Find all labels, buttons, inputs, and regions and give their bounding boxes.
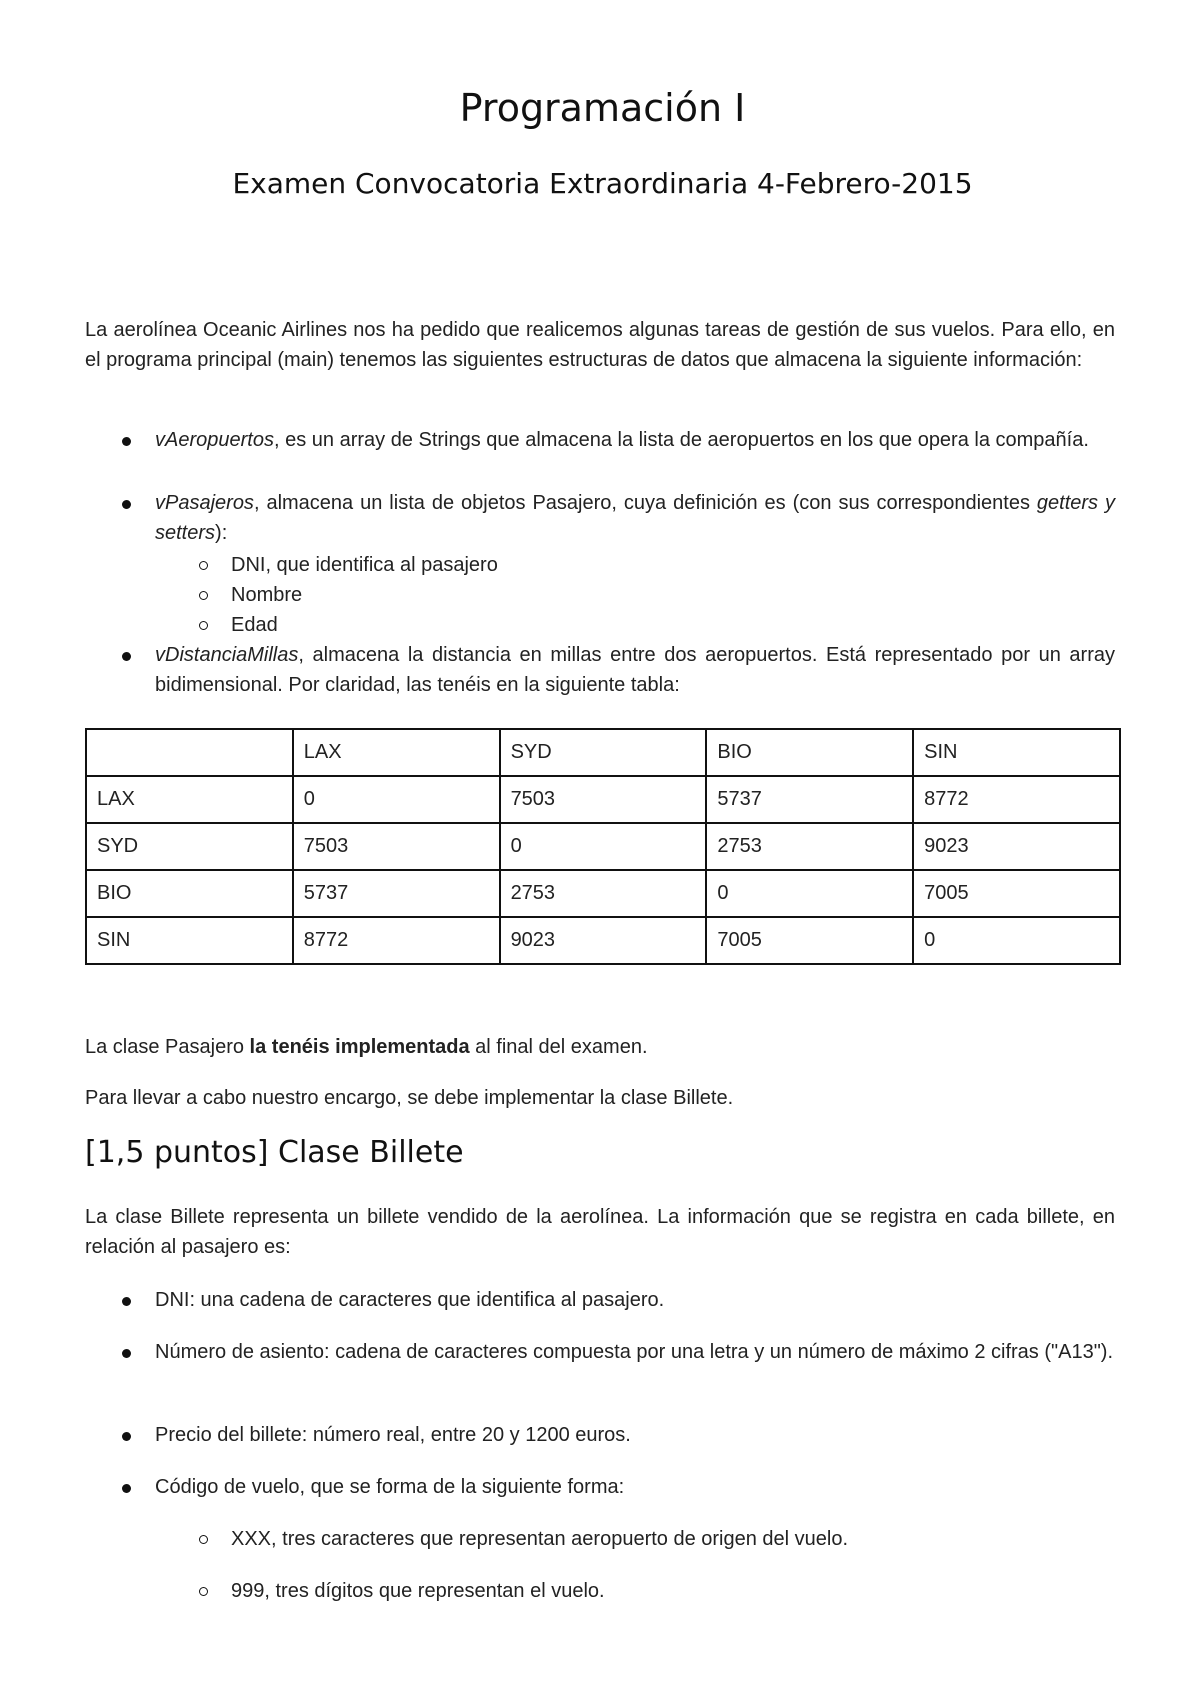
billete-intro: La clase Billete representa un billete vendido de la aerolínea. La información que se registra en cada billete, en relación al pasajero es: [85, 1206, 1115, 1258]
billete-field-precio: Precio del billete: número real, entre 20 y 1200 euros. [155, 1420, 1115, 1450]
table-row [86, 823, 1120, 870]
billete-field-codigo: Código de vuelo, que se forma de la siguiente forma: [155, 1472, 1115, 1502]
bullet-vdistancia [155, 640, 1115, 700]
table-cell: 0 [500, 823, 707, 870]
distance-table [85, 728, 1121, 965]
table-cell: LAX [86, 776, 293, 823]
table-cell: 7005 [706, 917, 913, 964]
vdistancia-name: vDistanciaMillas [155, 644, 299, 666]
vpasajeros-name: vPasajeros [155, 492, 254, 514]
pasajero-field-nombre: Nombre [231, 580, 1111, 610]
table-cell: 7503 [500, 776, 707, 823]
table-cell: 8772 [913, 776, 1120, 823]
page-title: Programación I [459, 86, 746, 130]
table-cell: SIN [86, 917, 293, 964]
table-cell: 0 [913, 917, 1120, 964]
vpasajeros-italic: getters y setters [155, 492, 1115, 544]
table-header-cell: LAX [293, 729, 500, 776]
table-cell: 9023 [500, 917, 707, 964]
table-cell: 7503 [293, 823, 500, 870]
vpasajeros-end: ): [215, 522, 228, 544]
pasajero-note [85, 1032, 1115, 1062]
table-cell: SYD [86, 823, 293, 870]
vaeropuertos-text: , es un array de Strings que almacena la lista de aeropuertos en los que opera la compañía. [273, 429, 1089, 451]
table-header-cell [86, 729, 293, 776]
pasajero-note-bold: la tenéis implementada [249, 1036, 470, 1058]
table-cell: 7005 [913, 870, 1120, 917]
vdistancia-text: , almacena la distancia en millas entre dos aeropuertos. Está representado por un array bidimensional. Por claridad, las tenéis en la siguiente tabla: [155, 644, 1115, 696]
table-cell: 5737 [293, 870, 500, 917]
table-cell: 9023 [913, 823, 1120, 870]
table-row [86, 870, 1120, 917]
table-row [86, 776, 1120, 823]
table-cell: 8772 [293, 917, 500, 964]
table-header-cell: SYD [500, 729, 707, 776]
pasajero-note-before: La clase Pasajero [85, 1036, 250, 1058]
codigo-part-origen: XXX, tres caracteres que representan aeropuerto de origen del vuelo. [231, 1524, 1111, 1554]
pasajero-field-dni: DNI, que identifica al pasajero [231, 550, 1111, 580]
table-cell: 0 [706, 870, 913, 917]
section-heading: [1,5 puntos] Clase Billete [85, 1135, 464, 1170]
bullet-vaeropuertos [155, 425, 1115, 455]
vaeropuertos-name: vAeropuertos [155, 429, 274, 451]
billete-field-dni: DNI: una cadena de caracteres que identifica al pasajero. [155, 1285, 1115, 1315]
codigo-part-vuelo: 999, tres dígitos que representan el vuelo. [231, 1576, 1111, 1606]
table-cell: BIO [86, 870, 293, 917]
table-cell: 5737 [706, 776, 913, 823]
table-cell: 0 [293, 776, 500, 823]
billete-field-asiento: Número de asiento: cadena de caracteres compuesta por una letra y un número de máximo 2 cifras ("A13"). [155, 1337, 1115, 1367]
vpasajeros-text: , almacena un lista de objetos Pasajero, cuya definición es (con sus correspondientes [253, 492, 1037, 514]
table-header-row [86, 729, 1120, 776]
table-header-cell: SIN [913, 729, 1120, 776]
intro-paragraph: La aerolínea Oceanic Airlines nos ha pedido que realicemos algunas tareas de gestión de sus vuelos. Para ello, en el programa principal (main) tenemos las siguientes estructuras de datos que almacena la siguiente información: [85, 319, 1115, 371]
page-subtitle: Examen Convocatoria Extraordinaria 4-Febrero-2015 [232, 167, 973, 200]
table-cell: 2753 [500, 870, 707, 917]
bullet-vpasajeros [155, 488, 1115, 548]
table-header-cell: BIO [706, 729, 913, 776]
table-cell: 2753 [706, 823, 913, 870]
pasajero-note-after: al final del examen. [469, 1036, 648, 1058]
table-row [86, 917, 1120, 964]
pasajero-field-edad: Edad [231, 610, 1111, 640]
encargo-paragraph: Para llevar a cabo nuestro encargo, se debe implementar la clase Billete. [85, 1087, 734, 1109]
